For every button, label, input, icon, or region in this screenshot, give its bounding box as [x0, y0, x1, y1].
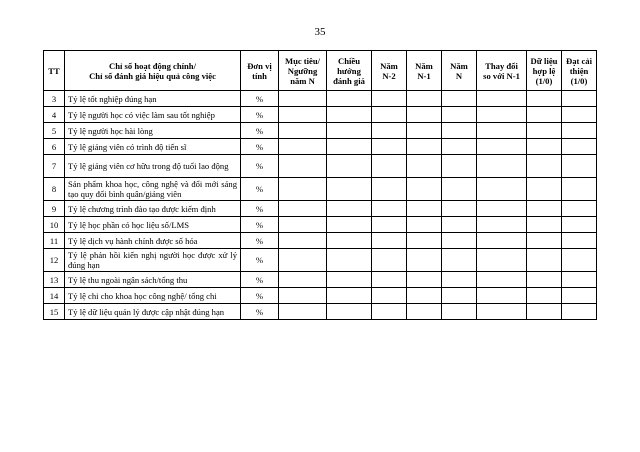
- year-n1-cell: [407, 155, 442, 178]
- year-n2-cell: [372, 233, 407, 249]
- table-body: [44, 91, 597, 320]
- indicator-name: Tỷ lệ người học hài lòng: [65, 123, 241, 139]
- year-n1-cell: [407, 217, 442, 233]
- table-row: [44, 233, 597, 249]
- unit-cell: %: [241, 288, 279, 304]
- year-n1-cell: [407, 233, 442, 249]
- header-valid-data: Dữ liệu hợp lệ (1/0): [527, 51, 562, 91]
- header-year-n2: Năm N-2: [372, 51, 407, 91]
- improved-cell: [562, 123, 597, 139]
- indicator-name: Tỷ lệ dịch vụ hành chính được số hóa: [65, 233, 241, 249]
- change-cell: [477, 178, 527, 201]
- indicator-name: Tỷ lệ thu ngoài ngân sách/tổng thu: [65, 272, 241, 288]
- year-n-cell: [442, 107, 477, 123]
- header-change: Thay đổi so với N-1: [477, 51, 527, 91]
- table-row: [44, 249, 597, 272]
- page-number: 35: [314, 26, 326, 38]
- improved-cell: [562, 233, 597, 249]
- table-row: [44, 178, 597, 201]
- row-number: 3: [44, 91, 65, 107]
- year-n2-cell: [372, 249, 407, 272]
- year-n2-cell: [372, 178, 407, 201]
- row-number: 11: [44, 233, 65, 249]
- unit-cell: %: [241, 249, 279, 272]
- direction-cell: [327, 304, 372, 320]
- unit-cell: %: [241, 123, 279, 139]
- year-n1-cell: [407, 123, 442, 139]
- direction-cell: [327, 288, 372, 304]
- header-row: [44, 51, 597, 91]
- indicator-name: Tỷ lệ chi cho khoa học công nghệ/ tổng chi: [65, 288, 241, 304]
- year-n2-cell: [372, 139, 407, 155]
- row-number: 12: [44, 249, 65, 272]
- table-row: [44, 155, 597, 178]
- improved-cell: [562, 249, 597, 272]
- row-number: 4: [44, 107, 65, 123]
- table-row: [44, 139, 597, 155]
- improved-cell: [562, 91, 597, 107]
- direction-cell: [327, 91, 372, 107]
- header-improved: Đạt cải thiện (1/0): [562, 51, 597, 91]
- target-cell: [279, 107, 327, 123]
- direction-cell: [327, 139, 372, 155]
- year-n-cell: [442, 288, 477, 304]
- target-cell: [279, 123, 327, 139]
- unit-cell: %: [241, 178, 279, 201]
- target-cell: [279, 217, 327, 233]
- valid-data-cell: [527, 233, 562, 249]
- row-number: 6: [44, 139, 65, 155]
- year-n-cell: [442, 249, 477, 272]
- valid-data-cell: [527, 107, 562, 123]
- valid-data-cell: [527, 139, 562, 155]
- year-n2-cell: [372, 91, 407, 107]
- header-unit: Đơn vị tính: [241, 51, 279, 91]
- unit-cell: %: [241, 155, 279, 178]
- header-tt: TT: [44, 51, 65, 91]
- year-n-cell: [442, 304, 477, 320]
- year-n1-cell: [407, 249, 442, 272]
- indicator-name: Tỷ lệ giảng viên có trình độ tiến sĩ: [65, 139, 241, 155]
- table-row: [44, 217, 597, 233]
- valid-data-cell: [527, 288, 562, 304]
- row-number: 8: [44, 178, 65, 201]
- change-cell: [477, 272, 527, 288]
- target-cell: [279, 91, 327, 107]
- table-row: [44, 304, 597, 320]
- direction-cell: [327, 201, 372, 217]
- year-n-cell: [442, 155, 477, 178]
- row-number: 9: [44, 201, 65, 217]
- valid-data-cell: [527, 272, 562, 288]
- unit-cell: %: [241, 233, 279, 249]
- improved-cell: [562, 201, 597, 217]
- valid-data-cell: [527, 217, 562, 233]
- target-cell: [279, 272, 327, 288]
- change-cell: [477, 217, 527, 233]
- indicator-name: Sản phẩm khoa học, công nghệ và đổi mới sáng tạo quy đổi bình quân/giảng viên: [65, 178, 241, 201]
- improved-cell: [562, 288, 597, 304]
- unit-cell: %: [241, 91, 279, 107]
- change-cell: [477, 233, 527, 249]
- valid-data-cell: [527, 201, 562, 217]
- improved-cell: [562, 217, 597, 233]
- row-number: 7: [44, 155, 65, 178]
- row-number: 14: [44, 288, 65, 304]
- year-n2-cell: [372, 217, 407, 233]
- valid-data-cell: [527, 178, 562, 201]
- change-cell: [477, 91, 527, 107]
- year-n1-cell: [407, 201, 442, 217]
- improved-cell: [562, 272, 597, 288]
- target-cell: [279, 139, 327, 155]
- valid-data-cell: [527, 249, 562, 272]
- row-number: 10: [44, 217, 65, 233]
- direction-cell: [327, 217, 372, 233]
- indicator-name: Tỷ lệ chương trình đào tạo được kiểm định: [65, 201, 241, 217]
- header-target: Mục tiêu/ Ngưỡng năm N: [279, 51, 327, 91]
- year-n-cell: [442, 91, 477, 107]
- table-row: [44, 272, 597, 288]
- change-cell: [477, 107, 527, 123]
- target-cell: [279, 233, 327, 249]
- unit-cell: %: [241, 201, 279, 217]
- target-cell: [279, 249, 327, 272]
- indicator-name: Tỷ lệ dữ liệu quản lý được cập nhật đúng hạn: [65, 304, 241, 320]
- improved-cell: [562, 107, 597, 123]
- year-n-cell: [442, 217, 477, 233]
- year-n-cell: [442, 233, 477, 249]
- year-n1-cell: [407, 304, 442, 320]
- valid-data-cell: [527, 304, 562, 320]
- indicator-name: Tỷ lệ giảng viên cơ hữu trong độ tuổi lao động: [65, 155, 241, 178]
- indicator-name: Tỷ lệ phản hồi kiến nghị người học được xử lý đúng hạn: [65, 249, 241, 272]
- year-n2-cell: [372, 201, 407, 217]
- direction-cell: [327, 272, 372, 288]
- target-cell: [279, 288, 327, 304]
- year-n1-cell: [407, 91, 442, 107]
- direction-cell: [327, 233, 372, 249]
- improved-cell: [562, 139, 597, 155]
- valid-data-cell: [527, 155, 562, 178]
- table-row: [44, 288, 597, 304]
- row-number: 15: [44, 304, 65, 320]
- change-cell: [477, 288, 527, 304]
- table-row: [44, 123, 597, 139]
- year-n-cell: [442, 178, 477, 201]
- improved-cell: [562, 155, 597, 178]
- target-cell: [279, 155, 327, 178]
- direction-cell: [327, 107, 372, 123]
- target-cell: [279, 201, 327, 217]
- year-n1-cell: [407, 107, 442, 123]
- year-n2-cell: [372, 155, 407, 178]
- year-n-cell: [442, 123, 477, 139]
- unit-cell: %: [241, 139, 279, 155]
- year-n-cell: [442, 201, 477, 217]
- improved-cell: [562, 304, 597, 320]
- table-row: [44, 107, 597, 123]
- unit-cell: %: [241, 272, 279, 288]
- year-n-cell: [442, 139, 477, 155]
- year-n-cell: [442, 272, 477, 288]
- valid-data-cell: [527, 123, 562, 139]
- indicator-name: Tỷ lệ người học có việc làm sau tốt nghiệp: [65, 107, 241, 123]
- target-cell: [279, 178, 327, 201]
- header-year-n: Năm N: [442, 51, 477, 91]
- direction-cell: [327, 249, 372, 272]
- target-cell: [279, 304, 327, 320]
- kpi-table: [43, 50, 597, 320]
- indicator-name: Tỷ lệ tốt nghiệp đúng hạn: [65, 91, 241, 107]
- change-cell: [477, 139, 527, 155]
- unit-cell: %: [241, 107, 279, 123]
- year-n1-cell: [407, 178, 442, 201]
- year-n2-cell: [372, 123, 407, 139]
- header-direction: Chiều hướng đánh giá: [327, 51, 372, 91]
- indicator-name: Tỷ lệ học phần có học liệu số/LMS: [65, 217, 241, 233]
- year-n2-cell: [372, 304, 407, 320]
- change-cell: [477, 155, 527, 178]
- year-n2-cell: [372, 272, 407, 288]
- year-n1-cell: [407, 272, 442, 288]
- unit-cell: %: [241, 304, 279, 320]
- year-n2-cell: [372, 107, 407, 123]
- change-cell: [477, 123, 527, 139]
- change-cell: [477, 201, 527, 217]
- unit-cell: %: [241, 217, 279, 233]
- direction-cell: [327, 178, 372, 201]
- improved-cell: [562, 178, 597, 201]
- direction-cell: [327, 155, 372, 178]
- table-row: [44, 201, 597, 217]
- header-year-n1: Năm N-1: [407, 51, 442, 91]
- direction-cell: [327, 123, 372, 139]
- change-cell: [477, 249, 527, 272]
- row-number: 5: [44, 123, 65, 139]
- valid-data-cell: [527, 91, 562, 107]
- change-cell: [477, 304, 527, 320]
- table-row: [44, 91, 597, 107]
- year-n1-cell: [407, 288, 442, 304]
- year-n2-cell: [372, 288, 407, 304]
- year-n1-cell: [407, 139, 442, 155]
- row-number: 13: [44, 272, 65, 288]
- header-indicator: Chỉ số hoạt động chính/ Chỉ số đánh giá hiệu quả công việc: [65, 51, 241, 91]
